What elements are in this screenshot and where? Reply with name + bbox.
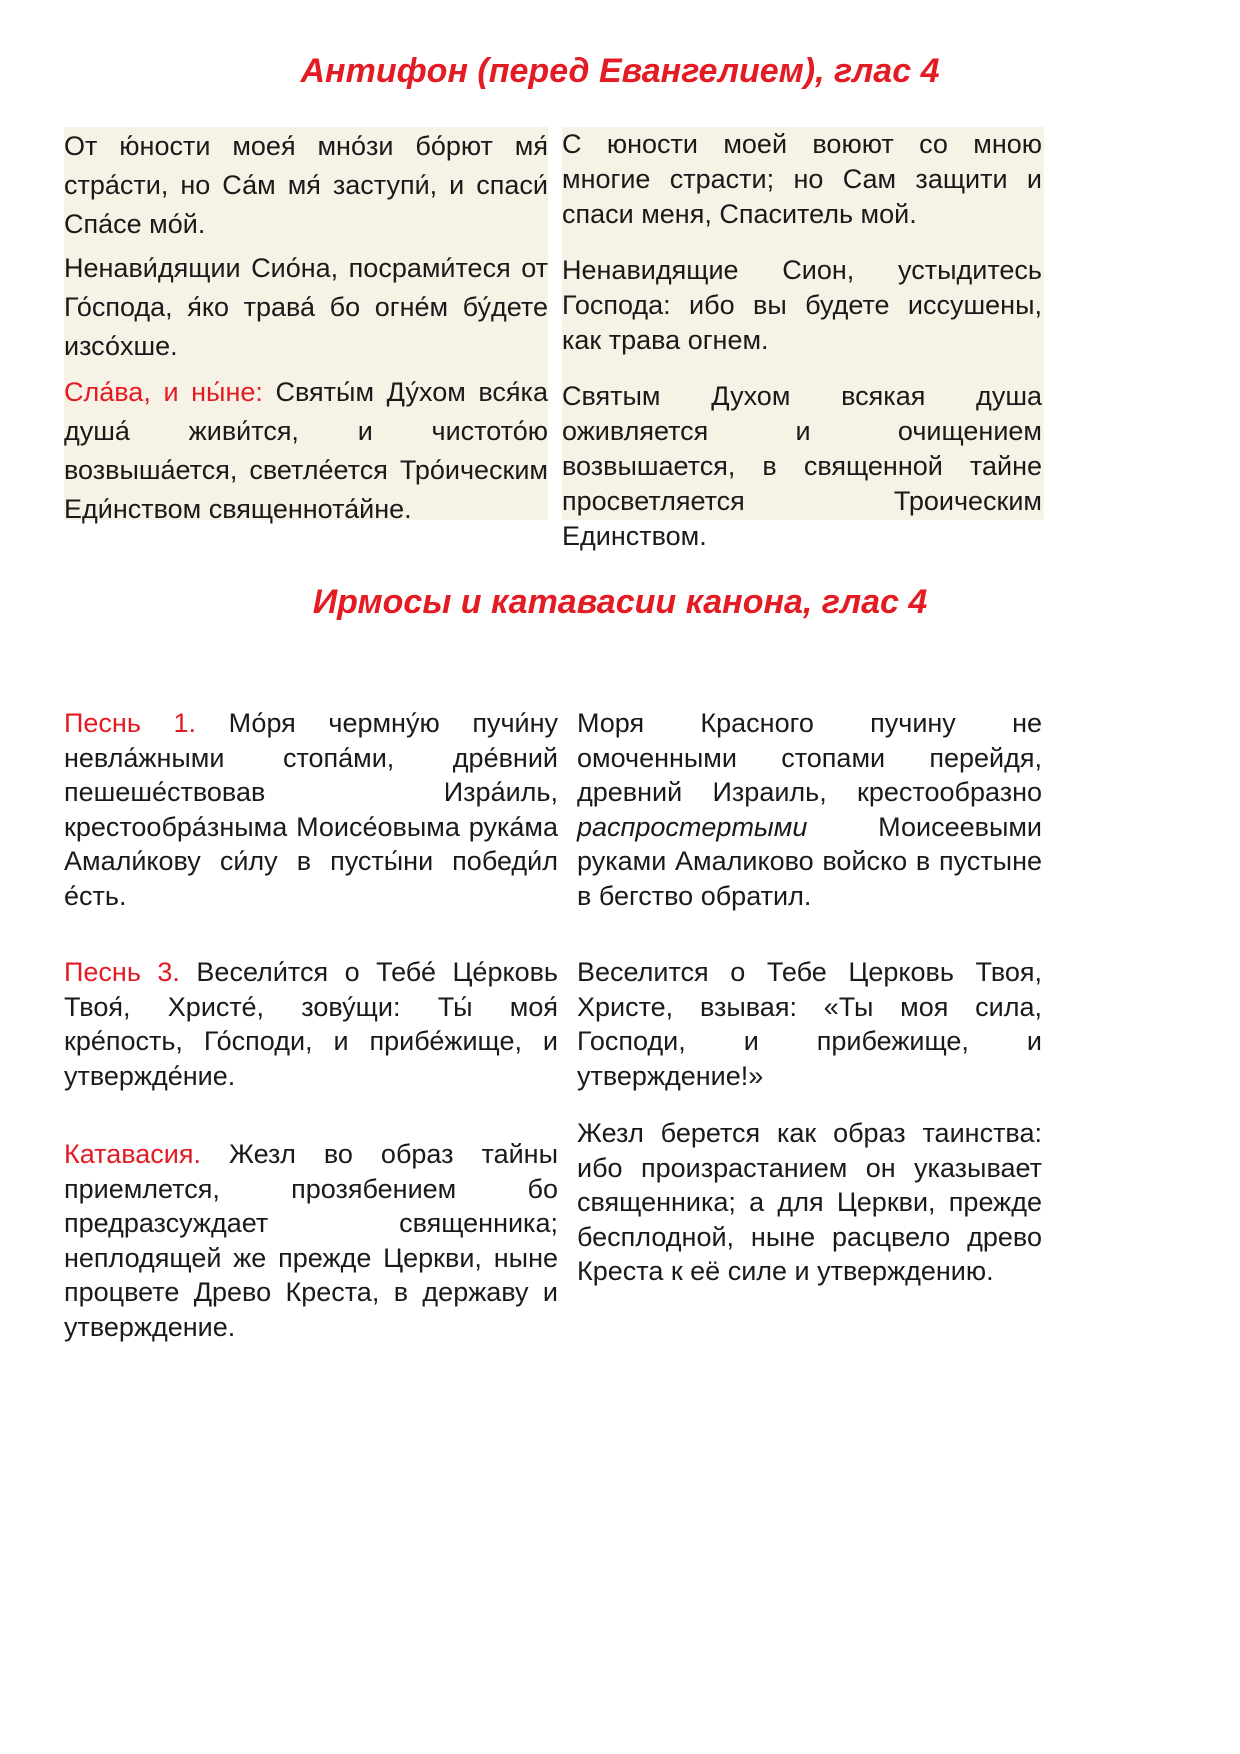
katavasia-text: Жезл во образ тайны приемлется, прозябением бо предразсуждает священника; неплодящей же прежде Церкви, ныне процвете Древо Креста, в державу и утверждение. <box>64 1139 558 1342</box>
antiphon-translation-3: Святым Духом всякая душа оживляется и очищением возвышается, в священной тайне просветляется Троическим Единством. <box>562 381 1042 551</box>
antiphon-slavonic-column <box>64 127 548 524</box>
ode-3-slavonic <box>64 955 558 1093</box>
ode-1-russian <box>577 706 1042 914</box>
ode-1-slavonic <box>64 706 558 914</box>
antiphon-verse-1: От ю́ности моея́ мно́зи бо́рют мя́ стра́сти, но Са́м мя́ заступи́, и спаси́ Спа́се мо́й. <box>64 131 548 239</box>
glory-label: Сла́ва, и ны́не: <box>64 377 263 407</box>
ode-1-translation-part-1: Моря Красного пучину не омоченными стопами перейдя, древний Израиль, крестообразно <box>577 708 1042 808</box>
ode-1-translation-emphasis: распростертыми <box>577 811 808 842</box>
antiphon-verse-2: Ненави́дящии Сио́на, посрами́теся от Го́спода, я́ко трава́ бо огне́м бу́дете изсо́хше. <box>64 253 548 361</box>
katavasia-label: Катавасия. <box>64 1139 201 1169</box>
antiphon-russian-column <box>562 127 1044 551</box>
antiphon-verse-3 <box>64 373 548 529</box>
section-title-antiphon: Антифон (перед Евангелием), глас 4 <box>300 52 940 90</box>
ode-3-label: Песнь 3. <box>64 957 180 987</box>
antiphon-verse-3-text: Святы́м Ду́хом вся́ка душа́ живи́тся, и чистото́ю возвыша́ется, светле́ется Тро́ическим Еди́нством священнота́йне. <box>64 377 548 524</box>
section-title-irmoses: Ирмосы и катавасии канона, глас 4 <box>312 583 928 621</box>
antiphon-translation-1: С юности моей воюют со мною многие страсти; но Сам защити и спаси меня, Спаситель мой. <box>562 129 1042 229</box>
ode-3-russian: Веселится о Тебе Церковь Твоя, Христе, взывая: «Ты моя сила, Господи, и прибежище, и утверждение!» <box>577 957 1042 1091</box>
ode-3-text: Весели́тся о Тебе́ Це́рковь Твоя́, Христе́, зову́щи: Ты́ моя́ кре́пость, Го́споди, и прибе́жище, и утвержде́ние. <box>64 957 558 1091</box>
katavasia-slavonic <box>64 1137 558 1345</box>
ode-1-translation-part-2: Моисеевыми руками Амаликово войско в пустыне в бегство обратил. <box>577 811 1042 911</box>
antiphon-translation-2: Ненавидящие Сион, устыдитесь Господа: ибо вы будете иссушены, как трава огнем. <box>562 255 1042 355</box>
katavasia-russian: Жезл берется как образ таинства: ибо произрастанием он указывает священника; а для Церкви, прежде бесплодной, ныне расцвело древо Креста к её силе и утверждению. <box>577 1118 1042 1287</box>
ode-1-label: Песнь 1. <box>64 708 197 738</box>
ode-1-text: Мо́ря чермну́ю пучи́ну невла́жными стопа́ми, дре́вний пешеше́ствовав Изра́иль, крестообра́зныма Моисе́овыма рука́ма Амали́кову си́лу в пусты́ни победи́л е́сть. <box>64 708 558 911</box>
